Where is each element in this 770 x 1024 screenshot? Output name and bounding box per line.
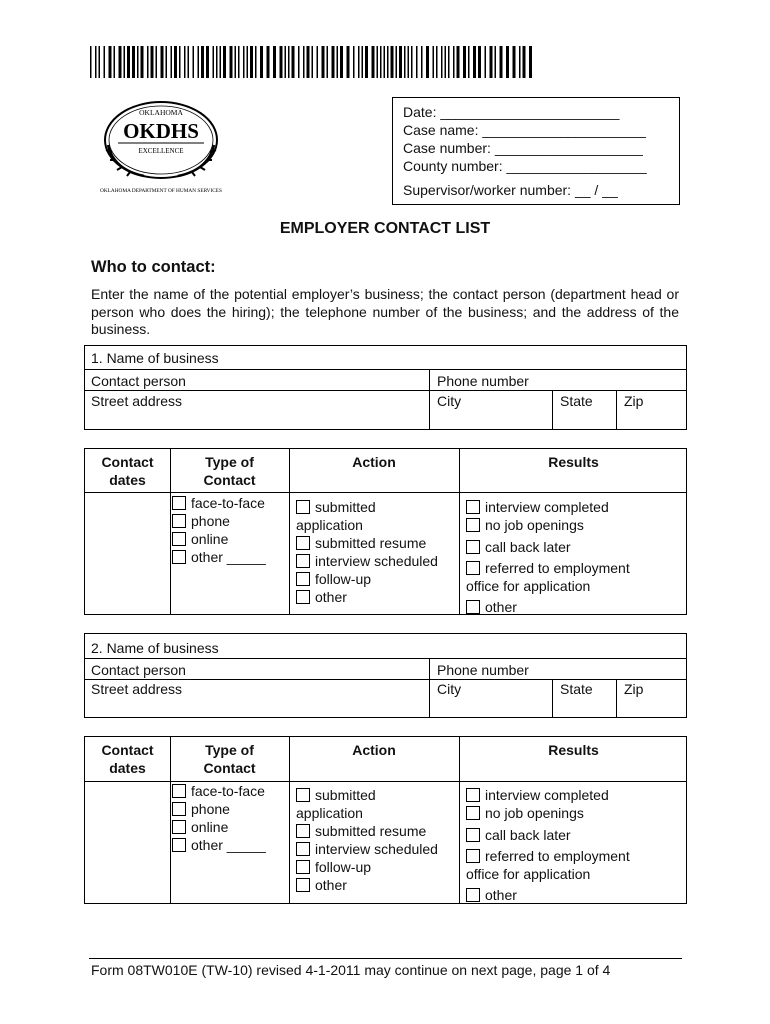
who-heading: Who to contact:: [91, 258, 216, 276]
action-other-checkbox[interactable]: other: [296, 588, 347, 606]
intro-text: Enter the name of the potential employer’s business; the contact person (department head or person who does the hiring); the telephone number of the business; and the address of the business.: [91, 286, 679, 337]
type-other-checkbox[interactable]: other _____: [172, 836, 266, 854]
business-block-2: [84, 633, 687, 718]
type-face-to-face-checkbox[interactable]: face-to-face: [172, 494, 265, 512]
state-label[interactable]: State: [560, 681, 593, 697]
result-interview-completed-checkbox[interactable]: interview completed: [466, 786, 609, 804]
state-label[interactable]: State: [560, 393, 593, 409]
result-call-back-later-checkbox[interactable]: call back later: [466, 538, 571, 556]
type-face-to-face-checkbox[interactable]: face-to-face: [172, 782, 265, 800]
zip-label[interactable]: Zip: [624, 681, 644, 697]
zip-label[interactable]: Zip: [624, 393, 644, 409]
svg-text:OKDHS: OKDHS: [123, 119, 199, 143]
action-application-label: application: [296, 517, 363, 533]
action-submitted-resume-checkbox[interactable]: submitted resume: [296, 534, 426, 552]
footer-divider: [89, 958, 682, 959]
contact-table-1: Contact dates Type of Contact Action Results face-to-face phone online other _____ submitted application submitted resume interview scheduled follow-up other interview completed no job openings call back later referred to employment office for application other: [84, 448, 687, 615]
type-online-checkbox[interactable]: online: [172, 818, 228, 836]
business-name-label[interactable]: 2. Name of business: [91, 640, 219, 656]
okdhs-logo: [94, 100, 228, 195]
action-follow-up-checkbox[interactable]: follow-up: [296, 858, 371, 876]
action-submitted-application-checkbox[interactable]: submitted: [296, 498, 376, 516]
contact-person-label[interactable]: Contact person: [91, 373, 186, 389]
date-field[interactable]: Date: _______________________: [403, 104, 620, 120]
result-interview-completed-checkbox[interactable]: interview completed: [466, 498, 609, 516]
result-no-job-openings-checkbox[interactable]: no job openings: [466, 804, 584, 822]
action-interview-scheduled-checkbox[interactable]: interview scheduled: [296, 840, 438, 858]
phone-number-label[interactable]: Phone number: [437, 662, 529, 678]
result-other-checkbox[interactable]: other: [466, 886, 517, 904]
contact-person-label[interactable]: Contact person: [91, 662, 186, 678]
phone-number-label[interactable]: Phone number: [437, 373, 529, 389]
business-name-label[interactable]: 1. Name of business: [91, 350, 219, 366]
result-other-checkbox[interactable]: other: [466, 598, 517, 616]
case-info-box: [392, 97, 680, 205]
barcode: [90, 46, 536, 78]
city-label[interactable]: City: [437, 681, 462, 697]
action-follow-up-checkbox[interactable]: follow-up: [296, 570, 371, 588]
result-referred-checkbox[interactable]: referred to employment: [466, 559, 630, 577]
contact-table-2: Contact dates Type of Contact Action Results face-to-face phone online other _____ submitted application submitted resume interview scheduled follow-up other interview completed no job openings call back later referred to employment office for application other: [84, 736, 687, 904]
case-number-field[interactable]: Case number: ___________________: [403, 140, 643, 156]
action-submitted-resume-checkbox[interactable]: submitted resume: [296, 822, 426, 840]
business-block-1: [84, 345, 687, 430]
city-label[interactable]: City: [437, 393, 462, 409]
form-footer: Form 08TW010E (TW-10) revised 4-1-2011 may continue on next page, page 1 of 4: [91, 962, 611, 978]
action-other-checkbox[interactable]: other: [296, 876, 347, 894]
action-submitted-application-checkbox[interactable]: submitted: [296, 786, 376, 804]
case-name-field[interactable]: Case name: _____________________: [403, 122, 646, 138]
result-office-label: office for application: [466, 866, 591, 882]
type-phone-checkbox[interactable]: phone: [172, 512, 230, 530]
svg-text:OKLAHOMA DEPARTMENT OF HUMAN S: OKLAHOMA DEPARTMENT OF HUMAN SERVICES: [100, 188, 222, 194]
page-title: EMPLOYER CONTACT LIST: [279, 220, 491, 237]
type-other-checkbox[interactable]: other _____: [172, 548, 266, 566]
type-phone-checkbox[interactable]: phone: [172, 800, 230, 818]
svg-text:EXCELLENCE: EXCELLENCE: [138, 147, 184, 155]
supervisor-number-field[interactable]: Supervisor/worker number: __ / __: [403, 182, 618, 198]
result-referred-checkbox[interactable]: referred to employment: [466, 847, 630, 865]
svg-text:OKLAHOMA: OKLAHOMA: [139, 108, 183, 117]
result-call-back-later-checkbox[interactable]: call back later: [466, 826, 571, 844]
county-number-field[interactable]: County number: __________________: [403, 158, 647, 174]
action-interview-scheduled-checkbox[interactable]: interview scheduled: [296, 552, 438, 570]
type-online-checkbox[interactable]: online: [172, 530, 228, 548]
result-office-label: office for application: [466, 578, 591, 594]
street-address-label[interactable]: Street address: [91, 393, 183, 409]
result-no-job-openings-checkbox[interactable]: no job openings: [466, 516, 584, 534]
action-application-label: application: [296, 805, 363, 821]
street-address-label[interactable]: Street address: [91, 681, 183, 697]
